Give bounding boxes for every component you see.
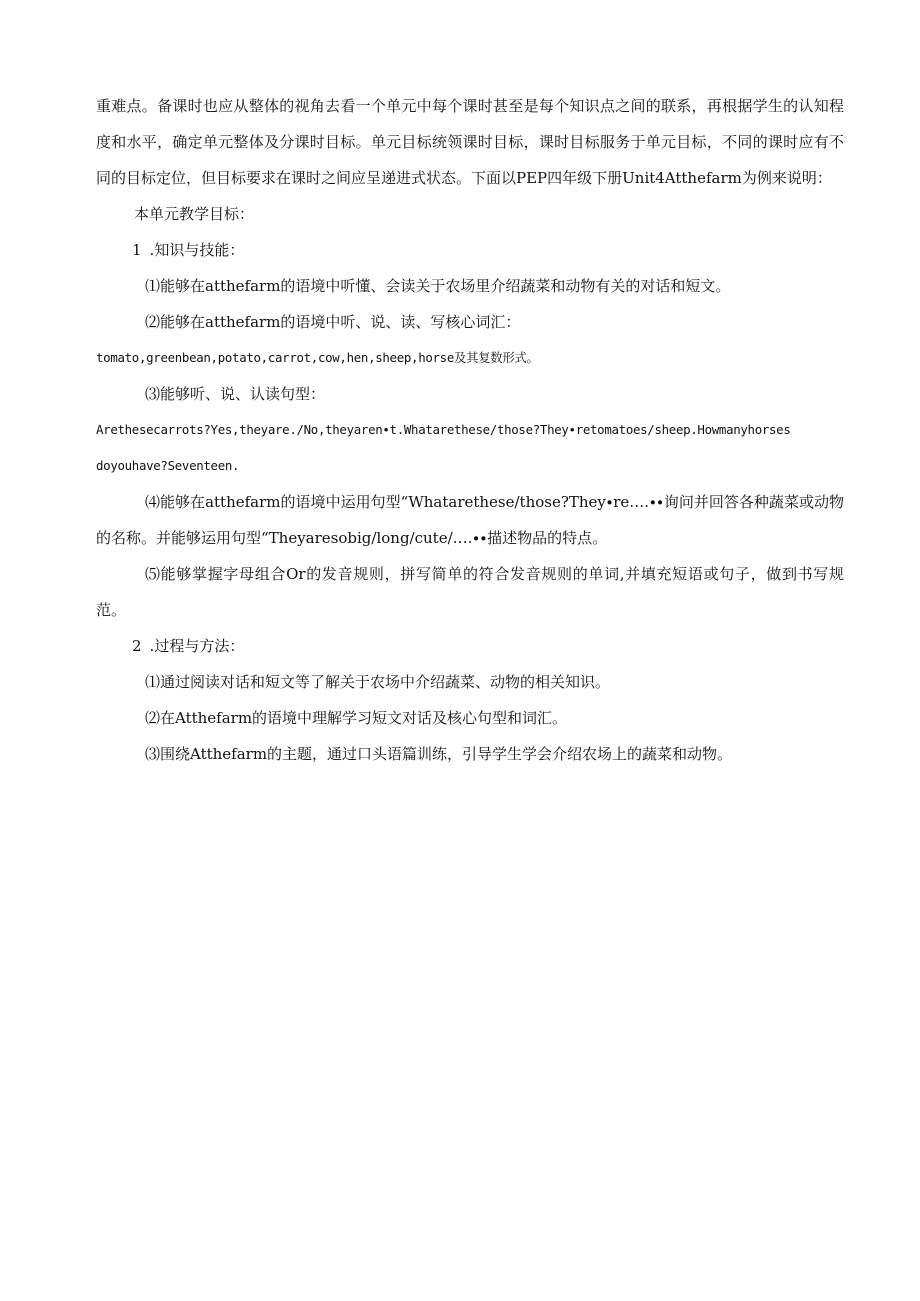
document-body: [96, 88, 844, 772]
section-2-number: 2: [132, 637, 142, 655]
sentence-line-1: Arethesecarrots?Yes,theyare./No,theyaren∙t.Whatarethese/those?They∙retomatoes/sheep.Howmanyhorses: [96, 422, 791, 437]
section-1-item-1: ⑴能够在atthefarm的语境中听懂、会读关于农场里介绍蔬菜和动物有关的对话和短文。: [145, 277, 731, 295]
unit-goal-heading: 本单元教学目标：: [134, 205, 255, 223]
vocab-line: tomato,greenbean,potato,carrot,cow,hen,sheep,horse及其复数形式。: [96, 350, 539, 365]
section-1-heading: [96, 232, 844, 268]
section-2-item-2: ⑵在Atthefarm的语境中理解学习短文对话及核心句型和词汇。: [145, 709, 568, 727]
section-1-title: .知识与技能：: [149, 241, 245, 259]
section-1-item-3: ⑶能够听、说、认读句型：: [145, 385, 326, 403]
sentence-line-2: doyouhave?Seventeen.: [96, 458, 240, 473]
section-2-item-1: ⑴通过阅读对话和短文等了解关于农场中介绍蔬菜、动物的相关知识。: [145, 673, 611, 691]
section-1-number: 1: [132, 241, 142, 259]
section-2-heading: [96, 628, 844, 664]
section-1-item-4: ⑷能够在atthefarm的语境中运用句型“Whatarethese/those?They∙re….∙∙询问并回答各种蔬菜或动物的名称。并能够运用句型“Theyaresobig/long/cute/….∙∙描述物品的特点。: [96, 493, 844, 547]
intro-paragraph: 重难点。备课时也应从整体的视角去看一个单元中每个课时甚至是每个知识点之间的联系，再根据学生的认知程度和水平，确定单元整体及分课时目标。单元目标统领课时目标，课时目标服务于单元目标，不同的课时应有不同的目标定位，但目标要求在课时之间应呈递进式状态。下面以PEP四年级下册Unit4Atthefarm为例来说明：: [96, 97, 844, 187]
section-1-item-5: ⑸能够掌握字母组合Or的发音规则，拼写简单的符合发音规则的单词,并填充短语或句子，做到书写规范。: [96, 565, 844, 619]
section-1-item-2: ⑵能够在atthefarm的语境中听、说、读、写核心词汇：: [145, 313, 521, 331]
section-2-title: .过程与方法：: [149, 637, 245, 655]
section-2-item-3: ⑶围绕Atthefarm的主题，通过口头语篇训练，引导学生学会介绍农场上的蔬菜和动物。: [145, 745, 733, 763]
